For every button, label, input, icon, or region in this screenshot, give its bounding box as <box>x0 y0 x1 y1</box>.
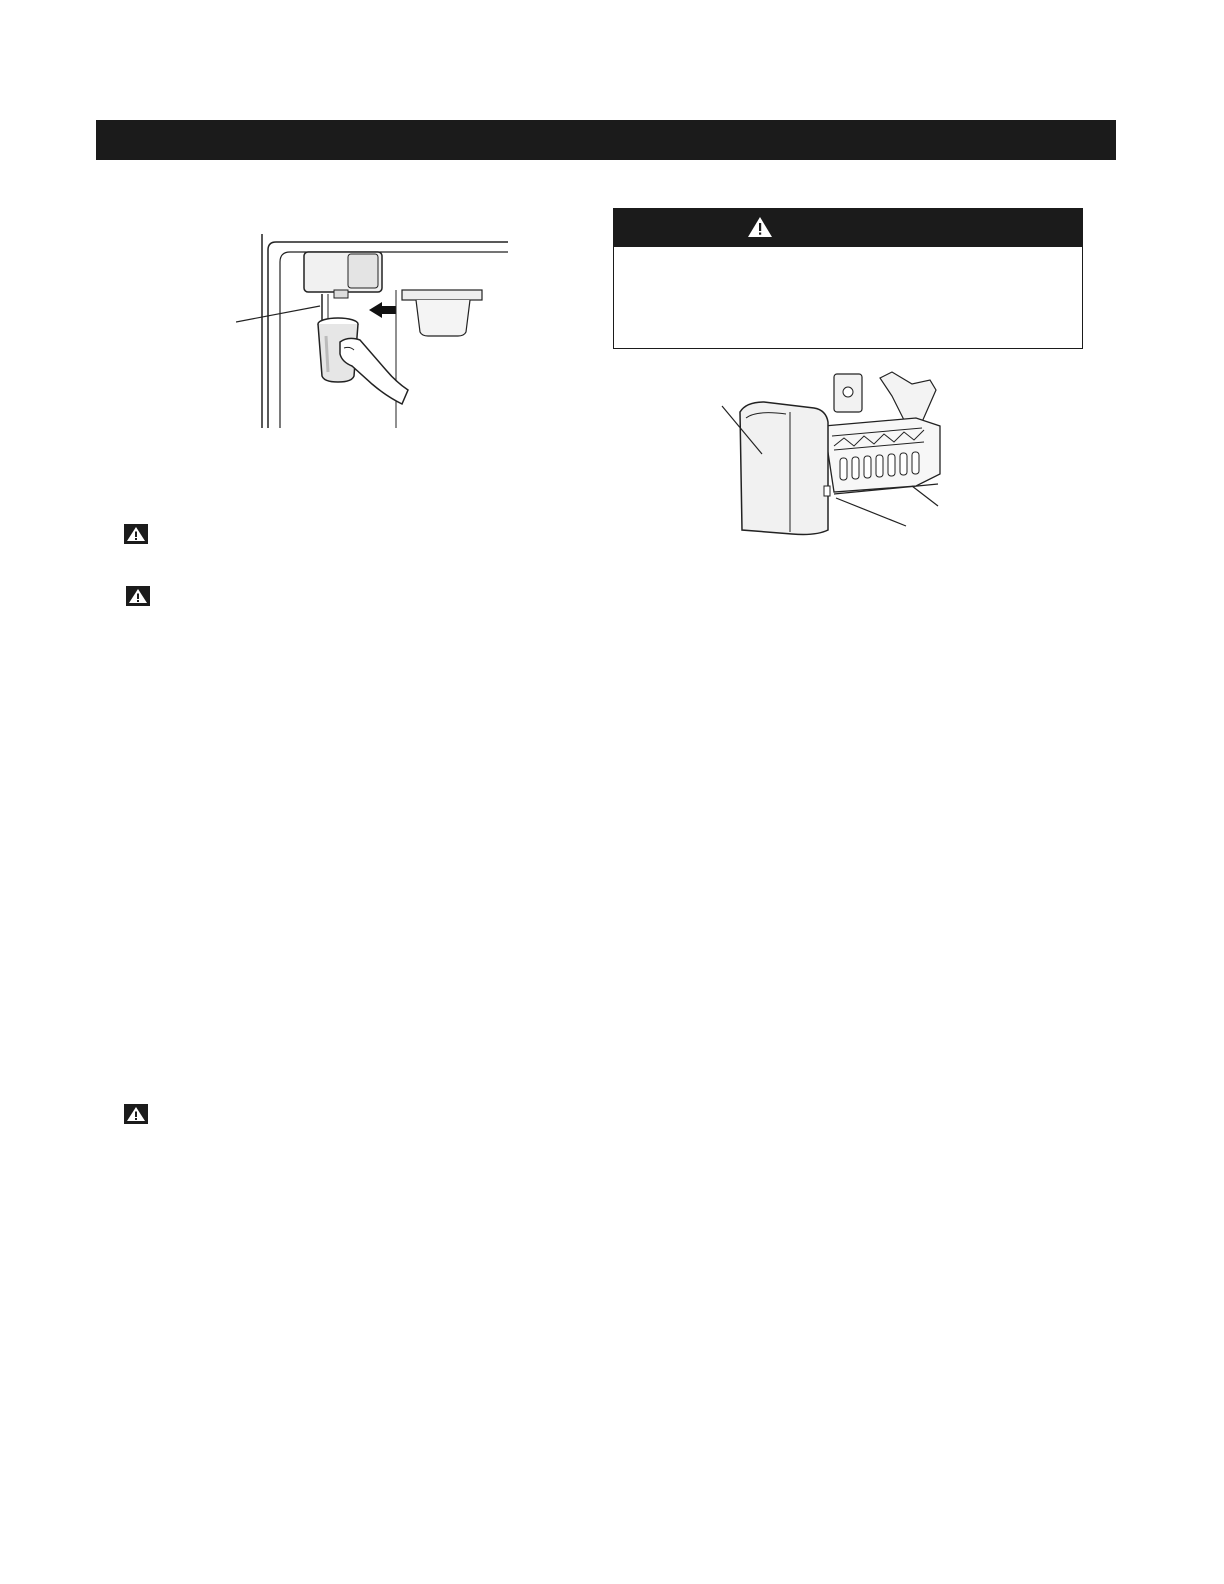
icemaker-illustration <box>716 366 956 538</box>
warning-box-header <box>614 209 1082 247</box>
warning-triangle-icon <box>124 1104 148 1124</box>
warning-triangle-icon <box>124 524 148 544</box>
warning-triangle-icon <box>126 586 150 606</box>
section-header-band <box>96 120 1116 160</box>
warning-box <box>613 208 1083 349</box>
warning-triangle-icon <box>747 216 773 238</box>
water-dispenser-illustration <box>236 232 508 432</box>
